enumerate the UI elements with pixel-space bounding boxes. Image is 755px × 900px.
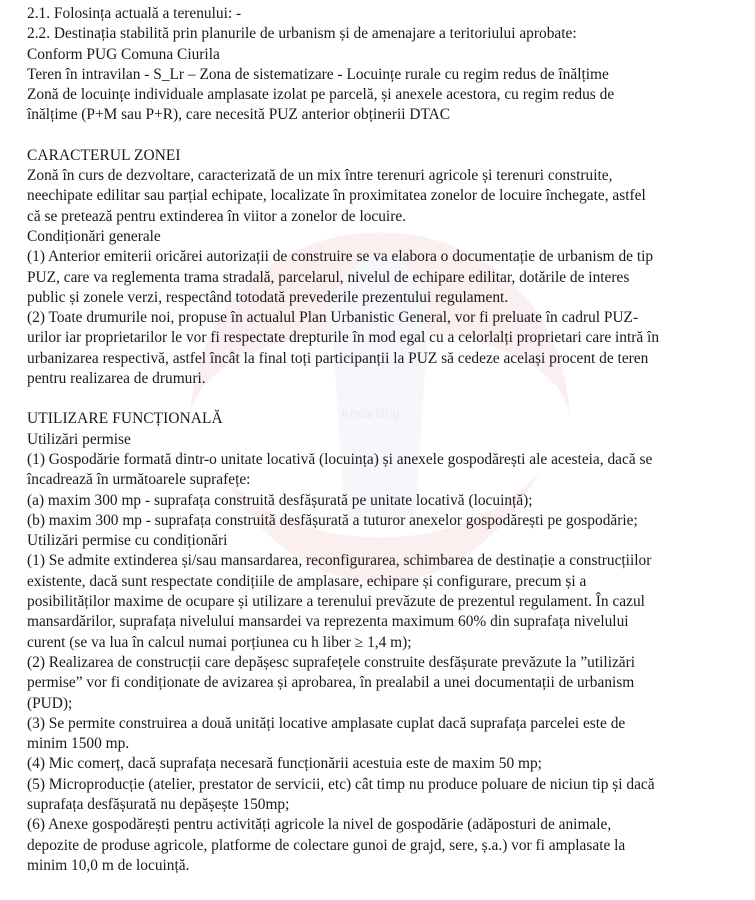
caracterul-zonei-line: pentru realizarea de drumuri.	[27, 370, 206, 388]
utilizare-line: (1) Gospodărie formată dintr-o unitate locativă (locuința) și anexele gospodărești ale acesteia, dacă se	[27, 450, 653, 468]
utilizare-line: existente, dacă sunt respectate condițiile de amplasare, echipare și configurare, precum și a	[27, 572, 587, 590]
utilizare-line: depozite de produse agricole, platforme de colectare gunoi de grajd, sere, ș.a.) vor fi amplasate la	[27, 836, 626, 854]
utilizare-line: minim 10,0 m de locuință.	[27, 856, 190, 874]
caracterul-zonei-line: că se pretează pentru extinderea în viitor a zonelor de locuire.	[27, 207, 407, 225]
spacer	[27, 126, 749, 146]
spacer	[27, 389, 749, 409]
caracterul-zonei-line: Condiționări generale	[27, 227, 161, 245]
utilizare-line: (a) maxim 300 mp - suprafața construită desfășurată pe unitate locativă (locuință);	[27, 491, 533, 509]
caracterul-zonei-line: (2) Toate drumurile noi, propuse în actualul Plan Urbanistic General, vor fi preluate în cadrul PUZ-	[27, 309, 639, 327]
caracterul-zonei-line: urilor iar proprietarilor le vor fi respectate drepturile în mod egal cu a celorlalți proprietari care intră în	[27, 329, 660, 347]
utilizare-line: încadrează în următoarele suprafețe:	[27, 471, 251, 489]
utilizare-line: (1) Se admite extinderea și/sau mansardarea, reconfigurarea, schimbarea de destinație a construcțiilor	[27, 552, 652, 570]
watermark-text: Anca Blaj	[340, 405, 400, 421]
utilizare-line: (b) maxim 300 mp - suprafața construită desfășurată a tuturor anexelor gospodărești pe gospodărie;	[27, 511, 638, 529]
utilizare-line: (5) Microproducție (atelier, prestator de servicii, etc) cât timp nu produce poluare de niciun tip și dacă	[27, 775, 655, 793]
utilizare-line: Utilizări permise	[27, 430, 131, 448]
utilizare-line: Utilizări permise cu condiționări	[27, 532, 228, 550]
utilizare-line: posibilităților maxime de ocupare și utilizare a terenului prevăzute de prezentul regulament. În cazul	[27, 593, 645, 611]
caracterul-zonei-line: PUZ, care va reglementa trama stradală, parcelarul, nivelul de echipare edilitar, dotările de interes	[27, 268, 630, 286]
utilizare-line: suprafața desfășurată nu depășește 150mp;	[27, 795, 290, 813]
utilizare-line: mansardărilor, suprafața nivelului mansardei va reprezenta maximum 60% din suprafața nivelului	[27, 613, 629, 631]
utilizare-functionala-section	[27, 409, 749, 876]
section-2-2	[27, 24, 749, 125]
section-2-2-line: Conform PUG Comuna Ciurila	[27, 45, 220, 63]
utilizare-line: (2) Realizarea de construcții care depășesc suprafețele construite desfășurate prevăzute la ”utilizări	[27, 653, 636, 671]
utilizare-line: curent (se va lua în calcul numai porțiunea cu h liber ≥ 1,4 m);	[27, 633, 412, 651]
section-2-1: 2.1. Folosința actuală a terenului: -	[27, 5, 242, 22]
utilizare-line: (4) Mic comerț, dacă suprafața necesară funcționării acestuia este de maxim 50 mp;	[27, 755, 542, 773]
section-2-2-line: înălțime (P+M sau P+R), care necesită PUZ anterior obținerii DTAC	[27, 106, 451, 124]
utilizare-line: minim 1500 mp.	[27, 735, 130, 753]
utilizare-line: (PUD);	[27, 694, 73, 712]
section-2-2-line: 2.2. Destinația stabilită prin planurile de urbanism și de amenajare a teritoriului aprobate:	[27, 25, 577, 43]
document-body	[27, 4, 749, 876]
caracterul-zonei-line: neechipate edilitar sau parțial echipate, localizate în proximitatea zonelor de locuire închegate, astfel	[27, 187, 646, 205]
utilizare-line: permise” vor fi condiționate de avizarea și aprobarea, în prealabil a unei documentații de urbanism	[27, 674, 635, 692]
utilizare-line: (6) Anexe gospodărești pentru activități agricole la nivel de gospodărie (adăposturi de animale,	[27, 816, 612, 834]
utilizare-functionala-heading: UTILIZARE FUNCȚIONALĂ	[27, 410, 223, 428]
caracterul-zonei-line: (1) Anterior emiterii oricărei autorizații de construire se va elabora o documentație de urbanism de tip	[27, 248, 654, 266]
caracterul-zonei-line: urbanizarea respectivă, astfel încât la final toți participanții la PUZ să cedeze același procent de teren	[27, 349, 649, 367]
section-2-2-line: Teren în intravilan - S_Lr – Zona de sistematizare - Locuințe rurale cu regim redus de înălțime	[27, 65, 609, 83]
caracterul-zonei-heading: CARACTERUL ZONEI	[27, 146, 181, 164]
utilizare-line: (3) Se permite construirea a două unități locative amplasate cuplat dacă suprafața parcelei este de	[27, 714, 626, 732]
caracterul-zonei-section	[27, 146, 749, 390]
caracterul-zonei-line: Zonă în curs de dezvoltare, caracterizată de un mix între terenuri agricole și terenuri construite,	[27, 167, 613, 185]
section-2-2-line: Zonă de locuințe individuale amplasate izolat pe parcelă, și anexele acestora, cu regim redus de	[27, 86, 615, 104]
caracterul-zonei-line: public și zonele verzi, respectând totodată prevederile prezentului regulament.	[27, 288, 509, 306]
